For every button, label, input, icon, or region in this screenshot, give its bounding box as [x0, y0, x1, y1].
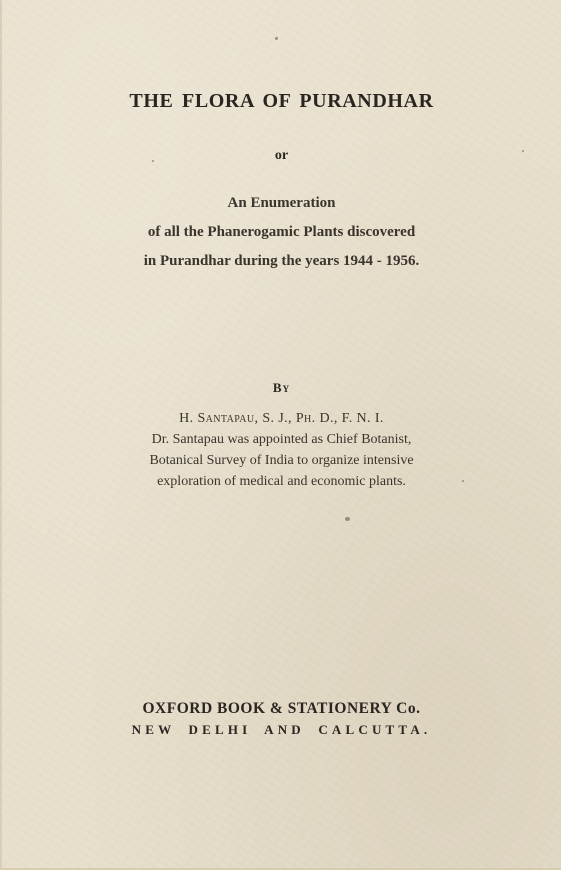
publisher-name: OXFORD BOOK & STATIONERY Co. [142, 700, 421, 717]
book-title: THE FLORA OF PURANDHAR [129, 90, 434, 112]
paper-speck [345, 517, 350, 521]
author-name: H. Santapau, S. J., Ph. D., F. N. I. [179, 411, 384, 426]
by-label: By [272, 380, 291, 395]
author-note-line: Botanical Survey of India to organize intensive [149, 453, 414, 468]
author-note-line: Dr. Santapau was appointed as Chief Botanist, [151, 432, 412, 447]
publisher-cities: NEW DELHI AND CALCUTTA. [131, 722, 432, 737]
paper-speck [275, 37, 278, 40]
title-conjunction: or [274, 148, 289, 163]
paper-speck [462, 480, 464, 482]
author-text [149, 408, 413, 492]
subtitle-line: An Enumeration [227, 195, 336, 211]
subtitle-line: of all the Phanerogamic Plants discovered [147, 224, 416, 240]
book-subtitle [2, 189, 561, 276]
subtitle-line: in Purandhar during the years 1944 - 1956. [143, 253, 420, 269]
paper-speck [522, 150, 524, 152]
author-block [2, 408, 561, 492]
paper-speck [152, 160, 154, 162]
author-note-line: exploration of medical and economic plants. [157, 474, 406, 489]
